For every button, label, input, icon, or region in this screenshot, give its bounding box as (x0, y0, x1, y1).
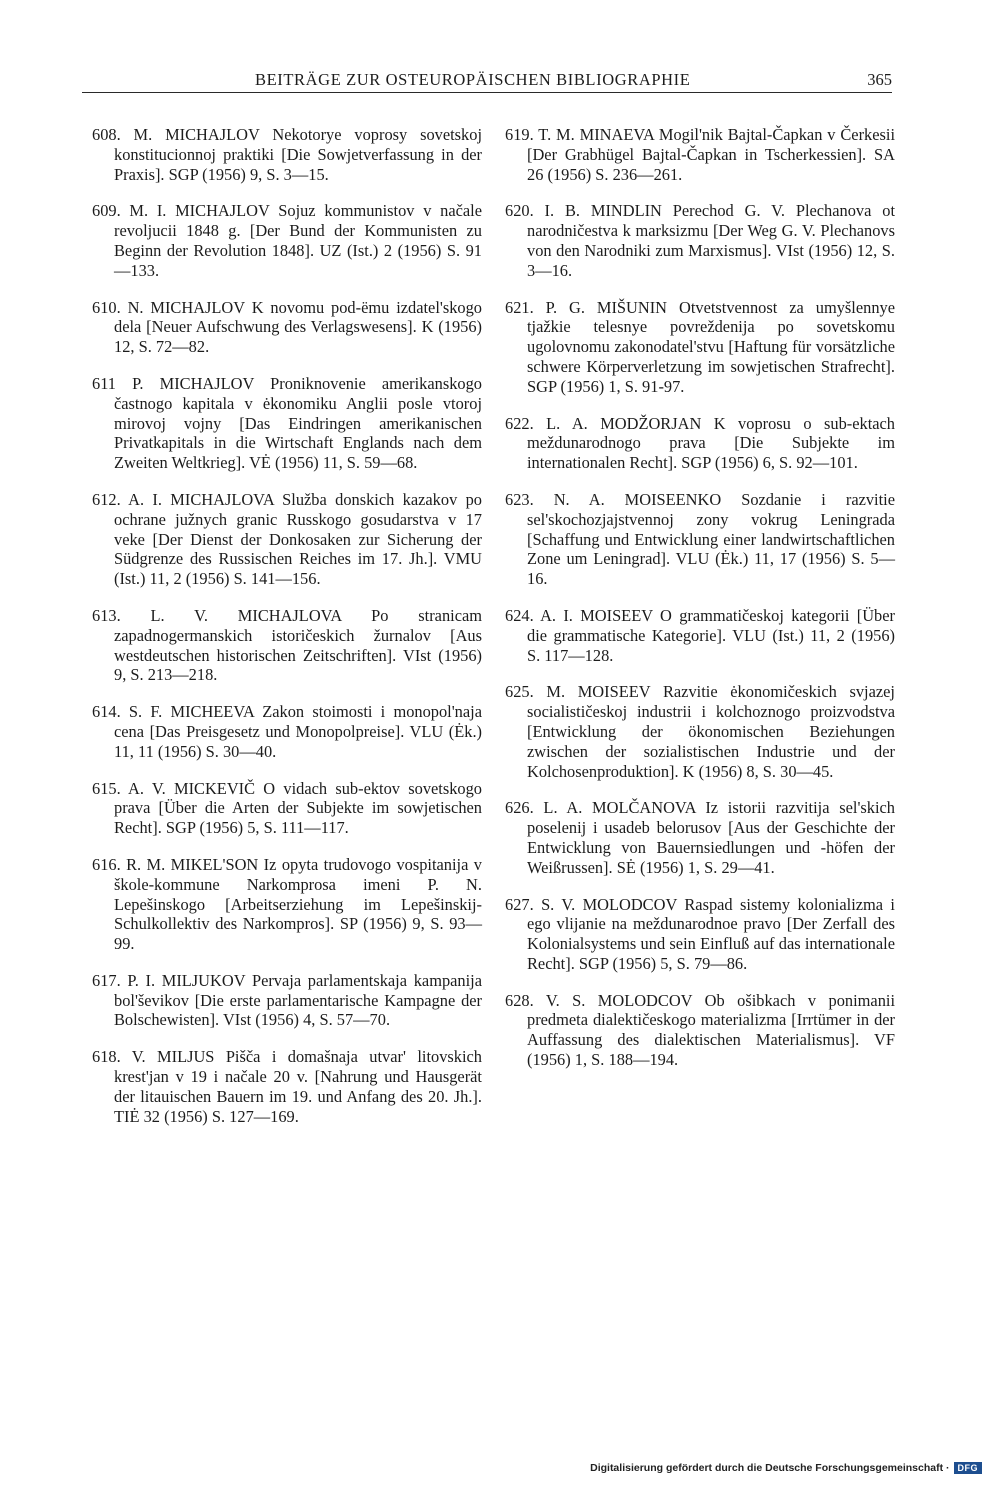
bibliography-entry: 612. A. I. MICHAJLOVA Služba donskich kazakov po ochrane južnych granic Russkogo gosudarstva v 17 veke [Der Dienst der Donkosaken zur Sicherung der Südgrenze des Russischen Reiches im 17. Jh.]. VMU (Ist.) 11, 2 (1956) S. 141—156. (92, 489, 482, 589)
digitization-footer (590, 1460, 982, 1476)
bibliography-entry: 616. R. M. MIKEL'SON Iz opyta trudovogo vospitanija v škole-kommune Narkomprosa imeni P. N. Lepešinskogo [Arbeitserziehung im Lepešinskij-Schulkollektiv des Narkompros]. SP (1956) 9, S. 93—99. (92, 854, 482, 954)
bibliography-entry: 628. V. S. MOLODCOV Ob ošibkach v ponimanii predmeta dialektičeskogo materializma [Irrtümer in der Auffassung des dialektischen Materialismus]. VF (1956) 1, S. 188—194. (505, 990, 895, 1070)
page-number: 365 (867, 70, 892, 89)
bibliography-entry: 610. N. MICHAJLOV K novomu pod-ëmu izdatel'skogo dela [Neuer Aufschwung des Verlagswesens]. K (1956) 12, S. 72—82. (92, 297, 482, 357)
bibliography-entry: 615. A. V. MICKEVIČ O vidach sub-ektov sovetskogo prava [Über die Arten der Subjekte im sowjetischen Recht]. SGP (1956) 5, S. 111—117. (92, 778, 482, 838)
right-column (505, 125, 895, 1087)
bibliography-entry: 618. V. MILJUS Pišča i domašnaja utvar' litovskich krest'jan v 19 i načale 20 v. [Nahrung und Hausgerät der litauischen Bauern im 19. und Anfang des 20. Jh.]. TIĖ 32 (1956) S. 127—169. (92, 1047, 482, 1126)
bibliography-entry: 611 P. MICHAJLOV Proniknovenie amerikanskogo častnogo kapitala v ėkonomiku Anglii posle vtoroj mirovoj vojny [Das Eindringen amerikanischen Privatkapitals in die Wirtschaft Englands nach dem Zweiten Weltkrieg]. VĖ (1956) 11, S. 59—68. (92, 373, 482, 473)
bibliography-entry: 621. P. G. MIŠUNIN Otvetstvennost za umyšlennye tjažkie telesnye povreždenija po sovetskomu ugolovnomu zakonodatel'stvu [Haftung für vorsätzliche schwere Körperverletzung im sowjetischen Strafrecht]. SGP (1956) 1, S. 91-97. (505, 297, 895, 396)
bibliography-entry: 620. I. B. MINDLIN Perechod G. V. Plechanova ot narodničestva k marksizmu [Der Weg G. V. Plechanovs von den Narodniki zum Marxismus]. VIst (1956) 12, S. 3—16. (505, 201, 895, 280)
bibliography-entry: 623. N. A. MOISEENKO Sozdanie i razvitie sel'skochozjajstvennoj zony vokrug Leningrada [Schaffung und Entwicklung einer landwirtschaftlichen Zone um Leningrad]. VLU (Ėk.) 11, 17 (1956) S. 5—16. (505, 489, 895, 589)
dfg-logo: DFG (954, 1462, 983, 1474)
bibliography-entry: 627. S. V. MOLODCOV Raspad sistemy kolonializma i ego vlijanie na meždunarodnoe pravo [Der Zerfall des Kolonialsystems und sein Einfluß auf das internationale Recht]. SGP (1956) 5, S. 79—86. (505, 894, 895, 973)
bibliography-entry: 614. S. F. MICHEEVA Zakon stoimosti i monopol'naja cena [Das Preisgesetz und Monopolpreise]. VLU (Ėk.) 11, 11 (1956) S. 30—40. (92, 702, 482, 761)
running-header (82, 70, 892, 93)
bibliography-entry: 626. L. A. MOLČANOVA Iz istorii razvitija sel'skich poselenij i usadeb belorusov [Aus der Geschichte der Entwicklung von Bauernsiedlungen und -höfen der Weißrussen]. SĖ (1956) 1, S. 29—41. (505, 798, 895, 877)
left-column (92, 125, 482, 1143)
bibliography-entry: 608. M. MICHAJLOV Nekotorye voprosy sovetskoj konstitucionnoj praktiki [Die Sowjetverfassung in der Praxis]. SGP (1956) 9, S. 3—15. (92, 125, 482, 184)
header-title: BEITRÄGE ZUR OSTEUROPÄISCHEN BIBLIOGRAPHIE (255, 70, 691, 89)
bibliography-entry: 613. L. V. MICHAJLOVA Po stranicam zapadnogermanskich istoričeskich žurnalov [Aus westdeutschen historischen Zeitschriften]. VIst (1956) 9, S. 213—218. (92, 605, 482, 685)
bibliography-entry: 609. M. I. MICHAJLOV Sojuz kommunistov v načale revoljucii 1848 g. [Der Bund der Kommunisten zu Beginn der Revolution 1848]. UZ (Ist.) 2 (1956) S. 91—133. (92, 201, 482, 280)
bibliography-entry: 622. L. A. MODŽORJAN K voprosu o sub-ektach meždunarodnogo prava [Die Subjekte im internationalen Recht]. SGP (1956) 6, S. 92—101. (505, 413, 895, 473)
bibliography-entry: 617. P. I. MILJUKOV Pervaja parlamentskaja kampanija bol'ševikov [Die erste parlamentarische Kampagne der Bolschewisten]. VIst (1956) 4, S. 57—70. (92, 970, 482, 1030)
footer-text: Digitalisierung gefördert durch die Deutsche Forschungsgemeinschaft · (590, 1462, 950, 1474)
bibliography-entry: 624. A. I. MOISEEV O grammatičeskoj kategorii [Über die grammatische Kategorie]. VLU (Ist.) 11, 2 (1956) S. 117—128. (505, 605, 895, 665)
bibliography-entry: 619. T. M. MINAEVA Mogil'nik Bajtal-Čapkan v Čerkesii [Der Grabhügel Bajtal-Čapkan in Tscherkessien]. SA 26 (1956) S. 236—261. (505, 125, 895, 184)
bibliography-entry: 625. M. MOISEEV Razvitie ėkonomičeskich svjazej socialističeskoj industrii i kolchoznogo proizvodstva [Entwicklung der ökonomischen Beziehungen zwischen der sozialistischen Industrie und der Kolchosenproduktion]. K (1956) 8, S. 30—45. (505, 682, 895, 781)
